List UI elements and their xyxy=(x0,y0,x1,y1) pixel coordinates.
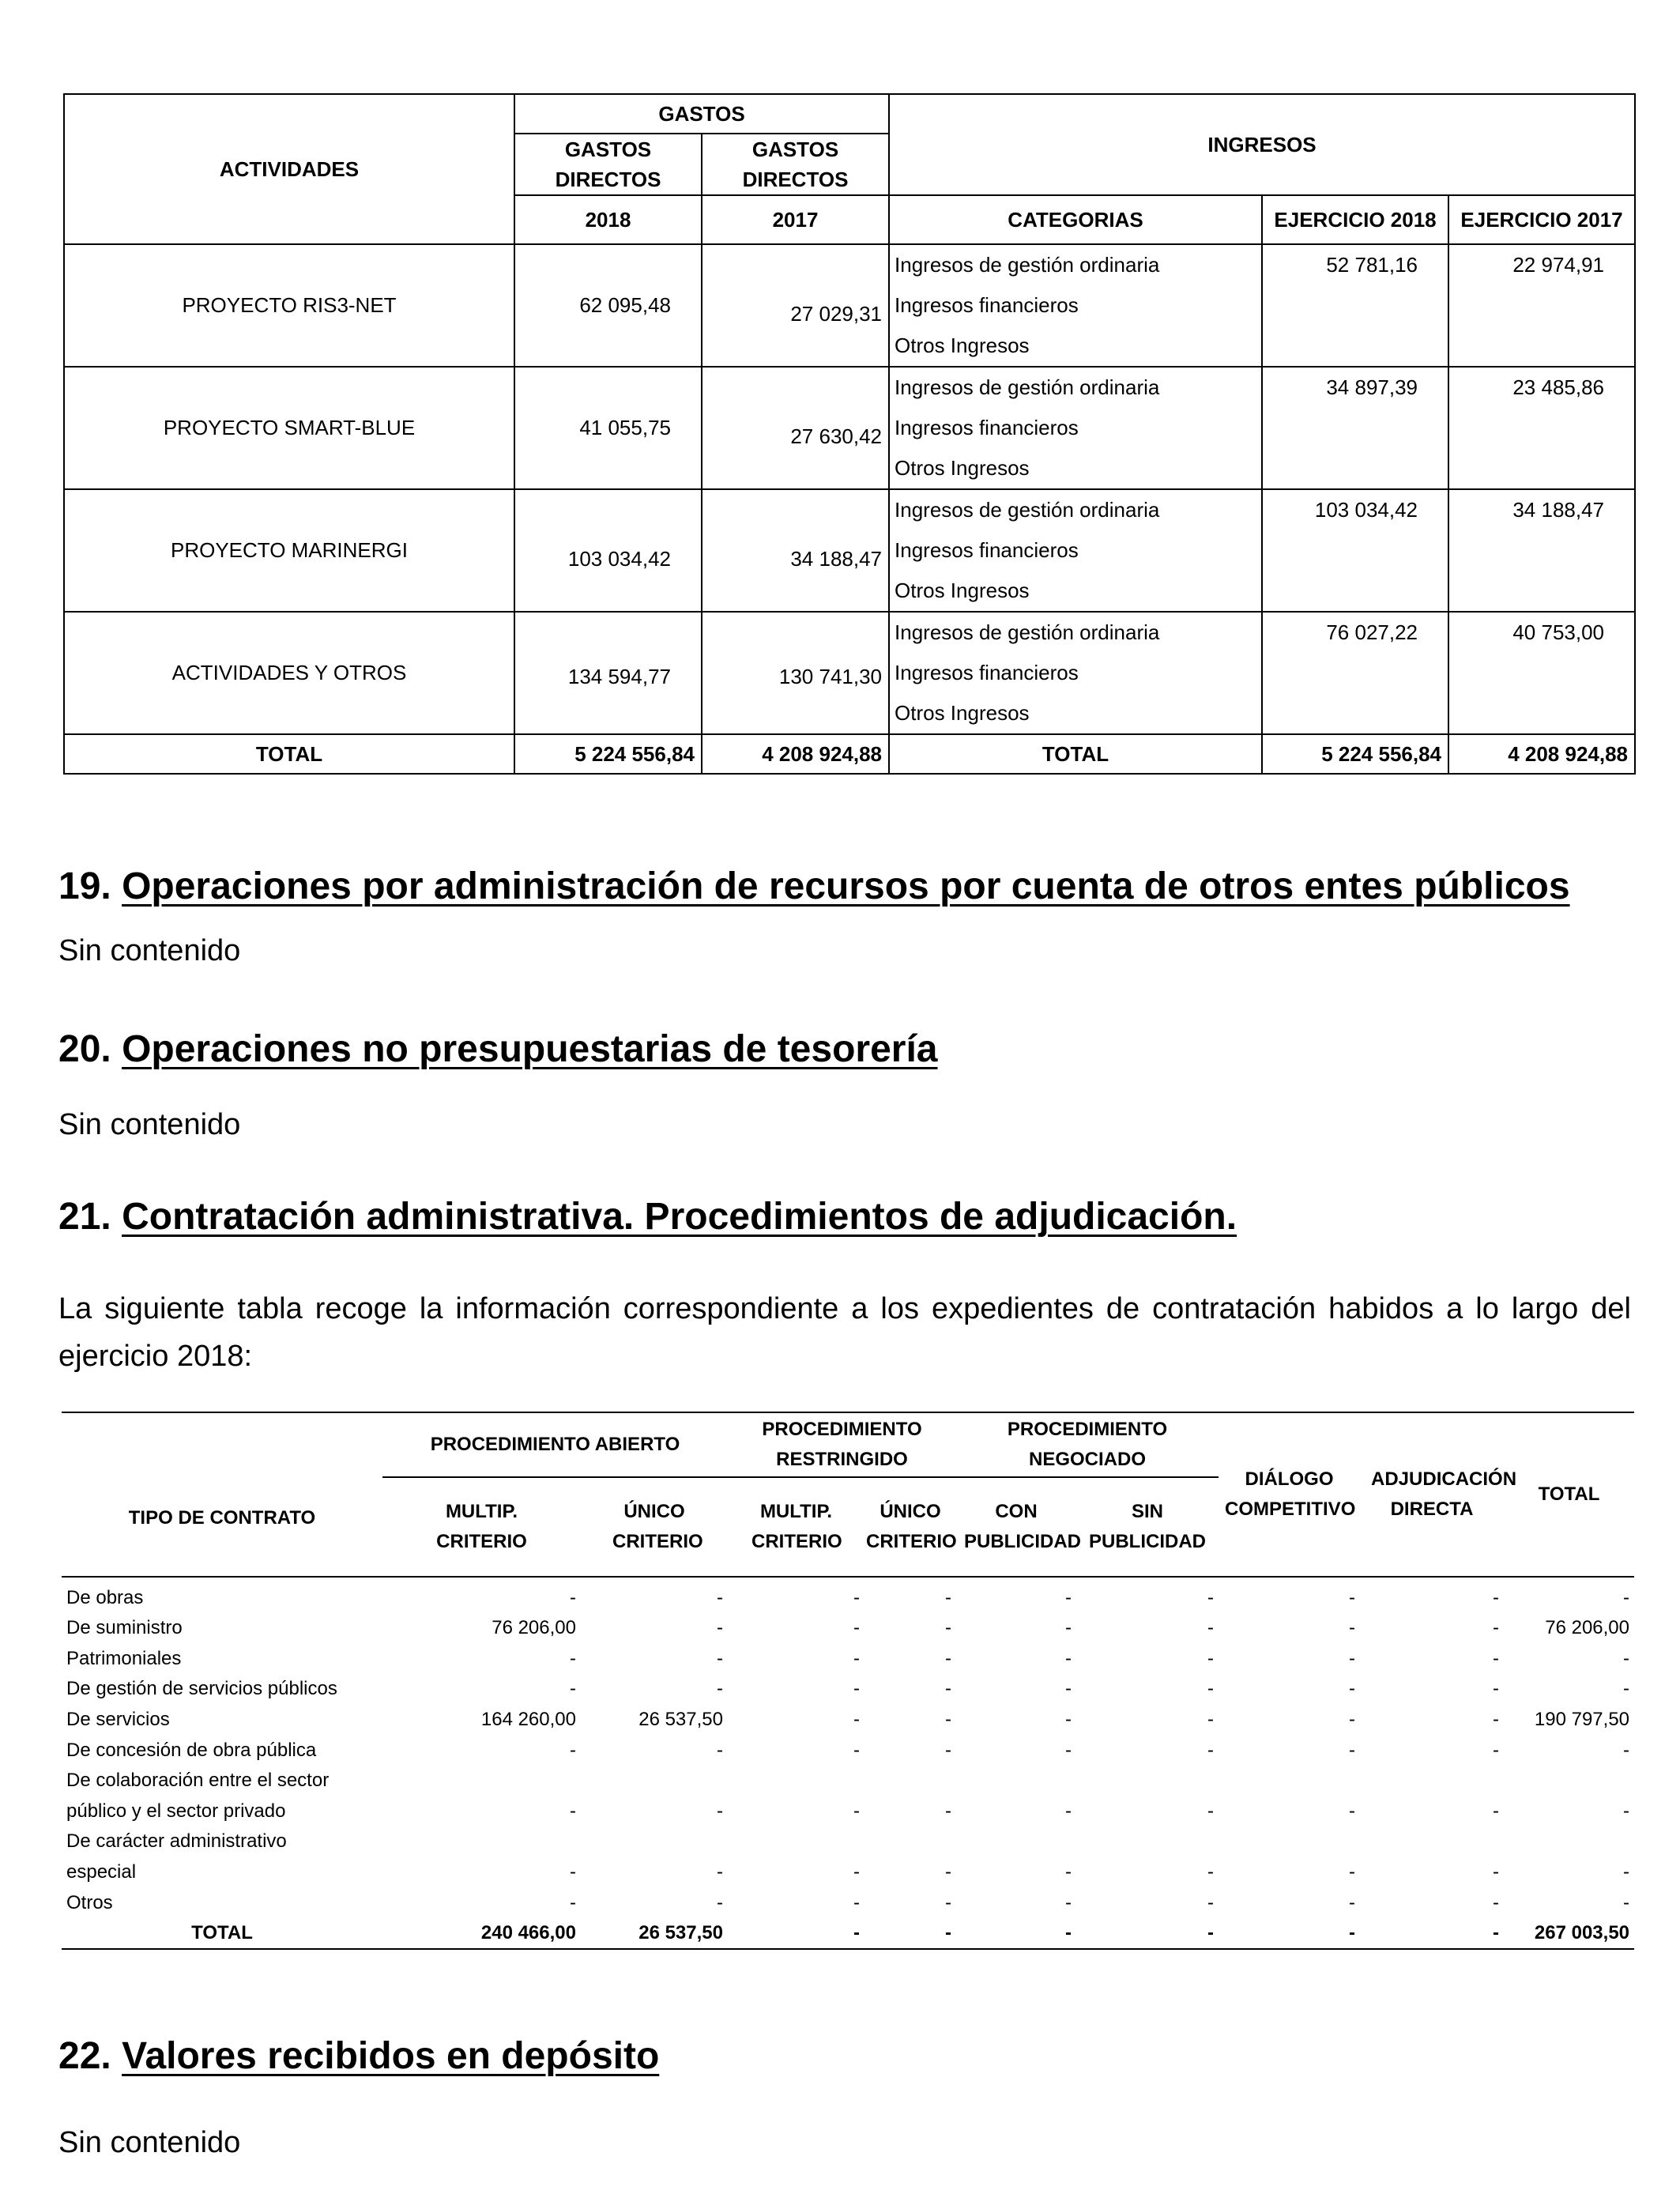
contract-value: - xyxy=(1349,1678,1356,1700)
ejercicio-2018-value: 76 027,22 xyxy=(1262,612,1448,734)
contract-value: - xyxy=(1207,1708,1215,1730)
table-row xyxy=(62,1826,1634,1857)
contract-value: - xyxy=(853,1800,860,1822)
contract-value: - xyxy=(1623,1647,1630,1669)
gasto-2017: 34 188,47 xyxy=(702,489,889,612)
section-19-heading xyxy=(58,865,1570,908)
category-otros: Otros Ingresos xyxy=(895,579,1030,602)
con-publicidad-header: CON PUBLICIDAD xyxy=(964,1501,1081,1552)
category-gestion: Ingresos de gestión ordinaria xyxy=(895,375,1160,399)
categorias-header: CATEGORIAS xyxy=(889,195,1262,244)
activity-name: PROYECTO SMART-BLUE xyxy=(64,367,514,489)
contract-type: De obras xyxy=(66,1586,144,1608)
category-gestion: Ingresos de gestión ordinaria xyxy=(895,253,1160,277)
contract-value: - xyxy=(853,1708,860,1730)
contract-value: - xyxy=(1065,1586,1072,1608)
table-row xyxy=(62,1766,1634,1796)
contract-value xyxy=(1504,1826,1634,1857)
table-row xyxy=(64,244,1635,367)
total-value: 26 537,50 xyxy=(638,1922,723,1944)
contract-value: - xyxy=(717,1860,723,1883)
contract-value xyxy=(1504,1766,1634,1796)
contract-value: - xyxy=(853,1647,860,1669)
ejercicio-2017-value: 22 974,91 xyxy=(1448,244,1635,367)
contract-type: De concesión de obra pública xyxy=(66,1739,317,1761)
contract-value: - xyxy=(1065,1708,1072,1730)
contract-value: - xyxy=(1065,1739,1072,1761)
negociado-header: PROCEDIMIENTO NEGOCIADO xyxy=(956,1412,1219,1477)
contract-value: - xyxy=(1349,1800,1356,1822)
contract-value: 26 537,50 xyxy=(638,1708,723,1730)
ejercicio-2018-value: 34 897,39 xyxy=(1262,367,1448,489)
gasto-2018: 62 095,48 xyxy=(514,244,702,367)
contract-type: De suministro xyxy=(66,1617,183,1639)
table-row xyxy=(62,1577,1634,1613)
contract-value: - xyxy=(1349,1739,1356,1761)
contract-value xyxy=(864,1766,956,1796)
category-gestion: Ingresos de gestión ordinaria xyxy=(895,498,1160,522)
contract-value: - xyxy=(945,1739,951,1761)
table-row xyxy=(64,612,1635,734)
gasto-2017: 27 630,42 xyxy=(702,367,889,489)
section-21-body: La siguiente tabla recoge la información correspondiente a los expedientes de contratación habidos a lo largo del ejercicio 2018: xyxy=(58,1292,1631,1373)
gasto-2018: 41 055,75 xyxy=(514,367,702,489)
contract-value: - xyxy=(1493,1586,1500,1608)
multip-criterio-abierto: MULTIP. CRITERIO xyxy=(436,1501,527,1552)
contracts-table xyxy=(62,1412,1634,1950)
total-value: 267 003,50 xyxy=(1534,1922,1630,1944)
contract-value: - xyxy=(717,1891,723,1913)
section-title: Operaciones por administración de recursos por cuenta de otros entes públicos xyxy=(122,865,1570,907)
contract-type: De servicios xyxy=(66,1708,170,1730)
contract-value: - xyxy=(1207,1617,1215,1639)
section-title: Operaciones no presupuestarias de tesorería xyxy=(122,1028,938,1070)
contract-value xyxy=(1219,1766,1360,1796)
total-value: - xyxy=(945,1922,951,1944)
year-2018-header: 2018 xyxy=(514,195,702,244)
contract-type: Patrimoniales xyxy=(66,1647,182,1669)
contract-value: - xyxy=(1493,1800,1500,1822)
activities-table xyxy=(63,93,1636,775)
contract-value: - xyxy=(1207,1586,1215,1608)
total-label: TOTAL xyxy=(191,1922,253,1944)
section-19-body: Sin contenido xyxy=(58,934,241,967)
section-21-heading xyxy=(58,1195,1237,1238)
total-ejercicio-2017: 4 208 924,88 xyxy=(1448,734,1635,774)
contract-value: - xyxy=(1207,1860,1215,1883)
activity-name: ACTIVIDADES Y OTROS xyxy=(64,612,514,734)
contract-value xyxy=(1360,1826,1504,1857)
tipo-contrato-header: TIPO DE CONTRATO xyxy=(128,1507,316,1529)
contract-value: - xyxy=(1207,1739,1215,1761)
contract-value: - xyxy=(853,1739,860,1761)
total-value: - xyxy=(1349,1922,1356,1944)
ingresos-header: INGRESOS xyxy=(889,94,1635,195)
table-row xyxy=(62,1613,1634,1644)
dialogo-header: DIÁLOGO COMPETITIVO xyxy=(1225,1468,1356,1520)
contract-value xyxy=(728,1766,864,1796)
section-22-body: Sin contenido xyxy=(58,2126,241,2159)
category-financieros: Ingresos financieros xyxy=(895,661,1079,684)
table-row xyxy=(62,1857,1634,1887)
contract-value: - xyxy=(945,1708,951,1730)
contract-type: De colaboración entre el sector xyxy=(66,1770,330,1792)
contract-value: - xyxy=(570,1860,576,1883)
section-22-heading xyxy=(58,2034,659,2078)
contract-value xyxy=(1076,1766,1219,1796)
contracts-table-body xyxy=(62,1577,1634,1949)
gasto-2017: 27 029,31 xyxy=(702,244,889,367)
contract-value: - xyxy=(1623,1739,1630,1761)
contract-value: - xyxy=(945,1678,951,1700)
adjudicacion-header: ADJUDICACIÓN DIRECTA xyxy=(1371,1468,1517,1520)
contract-value xyxy=(581,1826,728,1857)
section-number: 19. xyxy=(58,865,111,907)
contract-value xyxy=(864,1826,956,1857)
gastos-header: GASTOS xyxy=(514,94,889,134)
total-row xyxy=(64,734,1635,774)
table-row xyxy=(62,1643,1634,1674)
total-ejercicio-2018: 5 224 556,84 xyxy=(1262,734,1448,774)
activity-name: PROYECTO RIS3-NET xyxy=(64,244,514,367)
contract-value: 164 260,00 xyxy=(480,1708,576,1730)
category-otros: Otros Ingresos xyxy=(895,334,1030,357)
category-financieros: Ingresos financieros xyxy=(895,416,1079,439)
contract-value: - xyxy=(1065,1678,1072,1700)
total-gasto-2017: 4 208 924,88 xyxy=(702,734,889,774)
total-value: - xyxy=(1065,1922,1072,1944)
contract-value: - xyxy=(853,1891,860,1913)
contract-value: - xyxy=(1493,1891,1500,1913)
contract-value: - xyxy=(1493,1860,1500,1883)
ejercicio-2018-value: 52 781,16 xyxy=(1262,244,1448,367)
contract-value: - xyxy=(1623,1800,1630,1822)
categories-cell xyxy=(889,367,1262,489)
ejercicio-2017-value: 34 188,47 xyxy=(1448,489,1635,612)
contract-type: Otros xyxy=(66,1891,113,1913)
contract-value: - xyxy=(945,1586,951,1608)
multip-criterio-restringido: MULTIP. CRITERIO xyxy=(751,1501,842,1552)
gastos-directos-2017-header: GASTOS DIRECTOS xyxy=(702,134,889,195)
contract-value: - xyxy=(1065,1647,1072,1669)
contract-value: - xyxy=(1493,1647,1500,1669)
section-number: 21. xyxy=(58,1196,111,1238)
contract-value: - xyxy=(1065,1891,1072,1913)
contract-value: - xyxy=(945,1860,951,1883)
total-gasto-2018: 5 224 556,84 xyxy=(514,734,702,774)
contract-value xyxy=(728,1826,864,1857)
contract-value xyxy=(1076,1826,1219,1857)
contract-value: - xyxy=(853,1617,860,1639)
ejercicio-2018-value: 103 034,42 xyxy=(1262,489,1448,612)
categories-cell xyxy=(889,489,1262,612)
contract-value: - xyxy=(945,1647,951,1669)
contract-value xyxy=(382,1766,581,1796)
contract-value: 76 206,00 xyxy=(1545,1617,1630,1639)
contract-value: - xyxy=(1493,1708,1500,1730)
contract-value: - xyxy=(1065,1860,1072,1883)
table-row xyxy=(64,489,1635,612)
contract-value: - xyxy=(1349,1647,1356,1669)
gasto-2018: 103 034,42 xyxy=(514,489,702,612)
contract-value: - xyxy=(717,1586,723,1608)
section-title: Contratación administrativa. Procedimientos de adjudicación. xyxy=(122,1196,1237,1238)
gasto-2018: 134 594,77 xyxy=(514,612,702,734)
contract-value: - xyxy=(945,1800,951,1822)
unico-criterio-restringido: ÚNICO CRITERIO xyxy=(866,1501,957,1552)
contract-value: - xyxy=(570,1739,576,1761)
contract-value: - xyxy=(1065,1800,1072,1822)
contract-value xyxy=(382,1826,581,1857)
contract-value: - xyxy=(1349,1586,1356,1608)
contract-value: - xyxy=(1623,1678,1630,1700)
abierto-header: PROCEDIMIENTO ABIERTO xyxy=(382,1412,728,1477)
contract-value: - xyxy=(945,1891,951,1913)
categories-cell xyxy=(889,244,1262,367)
table-row xyxy=(64,367,1635,489)
contract-value: - xyxy=(570,1678,576,1700)
contract-value: 190 797,50 xyxy=(1534,1708,1630,1730)
table-row xyxy=(62,1796,1634,1826)
contract-value: - xyxy=(570,1891,576,1913)
total-value: - xyxy=(1493,1922,1500,1944)
contract-value: - xyxy=(1349,1617,1356,1639)
contract-value: - xyxy=(1623,1860,1630,1883)
contract-value: - xyxy=(853,1586,860,1608)
contract-value: - xyxy=(1207,1891,1215,1913)
table-row xyxy=(62,1887,1634,1918)
contract-value: - xyxy=(853,1678,860,1700)
categories-cell xyxy=(889,612,1262,734)
ejercicio-2017-header: EJERCICIO 2017 xyxy=(1448,195,1635,244)
contract-value: - xyxy=(717,1647,723,1669)
unico-criterio-abierto: ÚNICO CRITERIO xyxy=(612,1501,703,1552)
ejercicio-2017-value: 40 753,00 xyxy=(1448,612,1635,734)
total-value: - xyxy=(853,1922,860,1944)
table-row xyxy=(62,1735,1634,1766)
category-financieros: Ingresos financieros xyxy=(895,293,1079,317)
contract-value: - xyxy=(1493,1739,1500,1761)
contract-value: - xyxy=(717,1739,723,1761)
contract-value: - xyxy=(1349,1860,1356,1883)
contract-value: - xyxy=(853,1860,860,1883)
section-title: Valores recibidos en depósito xyxy=(122,2035,660,2077)
contract-value: - xyxy=(570,1586,576,1608)
total-label: TOTAL xyxy=(64,734,514,774)
contract-value xyxy=(1219,1826,1360,1857)
section-20-body: Sin contenido xyxy=(58,1108,241,1141)
activity-name: PROYECTO MARINERGI xyxy=(64,489,514,612)
contract-value: - xyxy=(1207,1800,1215,1822)
contract-type: De gestión de servicios públicos xyxy=(66,1678,337,1700)
category-gestion: Ingresos de gestión ordinaria xyxy=(895,620,1160,644)
total-row xyxy=(62,1918,1634,1950)
contract-value: - xyxy=(1349,1891,1356,1913)
category-otros: Otros Ingresos xyxy=(895,456,1030,480)
contract-value: 76 206,00 xyxy=(492,1617,576,1639)
contract-value: - xyxy=(717,1800,723,1822)
contract-value: - xyxy=(1493,1678,1500,1700)
contract-value: - xyxy=(1623,1891,1630,1913)
actividades-header: ACTIVIDADES xyxy=(64,94,514,244)
contract-value xyxy=(1360,1766,1504,1796)
contract-value: - xyxy=(1207,1647,1215,1669)
sin-publicidad-header: SIN PUBLICIDAD xyxy=(1089,1501,1206,1552)
contract-value: - xyxy=(1623,1586,1630,1608)
contract-type: público y el sector privado xyxy=(66,1800,286,1822)
contract-value xyxy=(956,1826,1076,1857)
gastos-directos-2018-header: GASTOS DIRECTOS xyxy=(514,134,702,195)
table-row xyxy=(62,1674,1634,1705)
section-number: 22. xyxy=(58,2035,111,2077)
category-financieros: Ingresos financieros xyxy=(895,538,1079,562)
contract-value: - xyxy=(717,1678,723,1700)
total-value: 240 466,00 xyxy=(480,1922,576,1944)
contract-value: - xyxy=(945,1617,951,1639)
contract-value: - xyxy=(1349,1708,1356,1730)
contract-value xyxy=(956,1766,1076,1796)
contract-value: - xyxy=(1493,1617,1500,1639)
contract-value: - xyxy=(570,1800,576,1822)
section-number: 20. xyxy=(58,1028,111,1070)
year-2017-header: 2017 xyxy=(702,195,889,244)
contract-value: - xyxy=(1065,1617,1072,1639)
contract-value: - xyxy=(717,1617,723,1639)
restringido-header: PROCEDIMIENTO RESTRINGIDO xyxy=(728,1412,956,1477)
gasto-2017: 130 741,30 xyxy=(702,612,889,734)
contract-value xyxy=(581,1766,728,1796)
contract-value: - xyxy=(1207,1678,1215,1700)
ejercicio-2018-header: EJERCICIO 2018 xyxy=(1262,195,1448,244)
contract-type: especial xyxy=(66,1860,137,1883)
total-value: - xyxy=(1207,1922,1215,1944)
table-row xyxy=(62,1704,1634,1735)
contract-value: - xyxy=(570,1647,576,1669)
contract-type: De carácter administrativo xyxy=(66,1830,287,1853)
category-otros: Otros Ingresos xyxy=(895,701,1030,725)
total-label-ingresos: TOTAL xyxy=(889,734,1262,774)
ejercicio-2017-value: 23 485,86 xyxy=(1448,367,1635,489)
section-20-heading xyxy=(58,1027,937,1071)
total-header: TOTAL xyxy=(1538,1483,1600,1505)
